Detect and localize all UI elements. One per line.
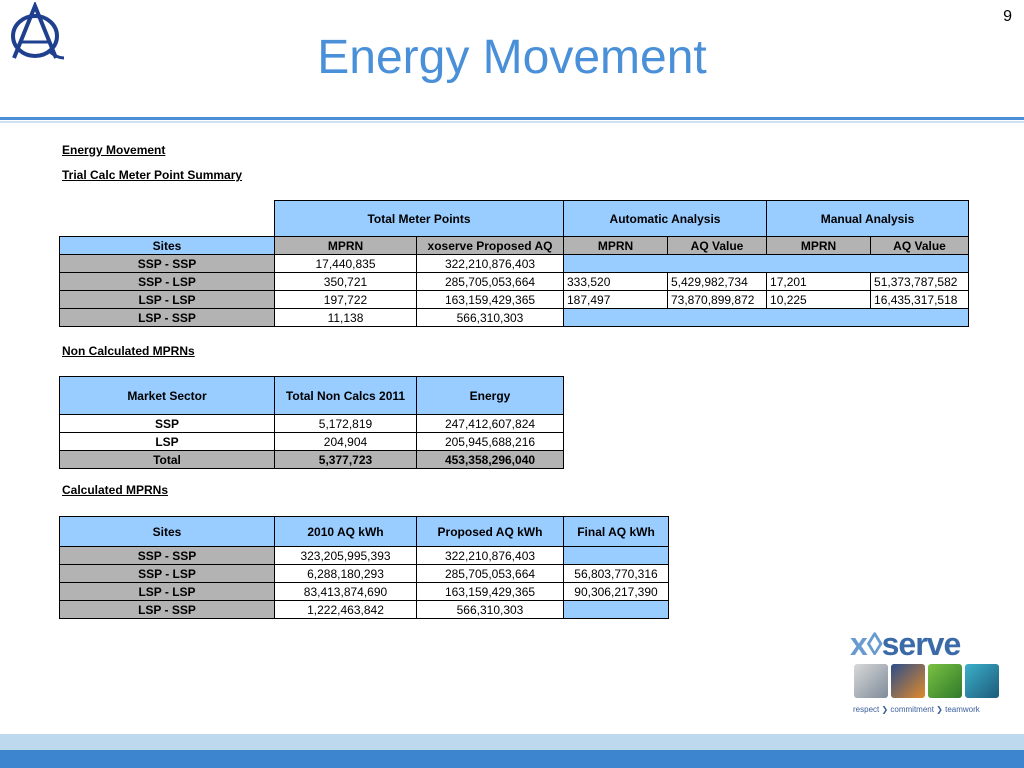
leaf-tile-icon xyxy=(928,664,962,698)
footer-band-dark xyxy=(0,750,1024,768)
mprn-cell: 17,440,835 xyxy=(275,255,417,273)
energy-cell: 247,412,607,824 xyxy=(417,415,564,433)
auto-mprn-cell: 187,497 xyxy=(564,291,668,309)
final-cell: 90,306,217,390 xyxy=(564,583,669,601)
proposed-cell: 163,159,429,365 xyxy=(417,583,564,601)
manual-mprn-cell: 10,225 xyxy=(767,291,871,309)
title-divider xyxy=(0,117,1024,120)
table-row xyxy=(60,291,969,309)
col-header-manual-aq: AQ Value xyxy=(871,237,969,255)
auto-aq-cell: 5,429,982,734 xyxy=(668,273,767,291)
col-header-sites: Sites xyxy=(60,517,275,547)
sector-cell: SSP xyxy=(60,415,275,433)
keyboard-tile-icon xyxy=(854,664,888,698)
slide-title: Energy Movement xyxy=(317,31,707,84)
aq-cell: 322,210,876,403 xyxy=(417,255,564,273)
total-cell: 204,904 xyxy=(275,433,417,451)
meter-point-summary-table xyxy=(59,200,969,327)
manual-aq-cell: 16,435,317,518 xyxy=(871,291,969,309)
col-header-total-non-calcs: Total Non Calcs 2011 xyxy=(275,377,417,415)
col-header-energy: Energy xyxy=(417,377,564,415)
group-total-meter-points: Total Meter Points xyxy=(275,201,564,237)
heading-energy-movement: Energy Movement xyxy=(62,143,166,157)
table-row xyxy=(60,565,669,583)
aq-cell: 566,310,303 xyxy=(417,309,564,327)
xoserve-tagline: respect ❯ commitment ❯ teamwork xyxy=(853,705,980,714)
proposed-cell: 566,310,303 xyxy=(417,601,564,619)
calculated-table xyxy=(59,516,669,619)
total-cell: 5,172,819 xyxy=(275,415,417,433)
xoserve-wordmark: x◊serve xyxy=(850,626,961,662)
auto-aq-cell: 73,870,899,872 xyxy=(668,291,767,309)
mprn-cell: 197,722 xyxy=(275,291,417,309)
aq2010-cell: 1,222,463,842 xyxy=(275,601,417,619)
aq2010-cell: 6,288,180,293 xyxy=(275,565,417,583)
empty-corner xyxy=(60,201,275,237)
table-row xyxy=(60,273,969,291)
manual-mprn-cell: 17,201 xyxy=(767,273,871,291)
final-cell xyxy=(564,547,669,565)
mprn-cell: 350,721 xyxy=(275,273,417,291)
col-header-sites: Sites xyxy=(60,237,275,255)
circuit-tile-icon xyxy=(965,664,999,698)
heading-non-calculated: Non Calculated MPRNs xyxy=(62,344,195,358)
heading-trial-calc: Trial Calc Meter Point Summary xyxy=(62,168,243,182)
col-header-manual-mprn: MPRN xyxy=(767,237,871,255)
aq2010-cell: 83,413,874,690 xyxy=(275,583,417,601)
gas-flame-tile-icon xyxy=(891,664,925,698)
site-cell: LSP - SSP xyxy=(60,309,275,327)
final-cell xyxy=(564,601,669,619)
table-row xyxy=(60,255,969,273)
non-calculated-table xyxy=(59,376,564,469)
site-cell: SSP - LSP xyxy=(60,273,275,291)
sector-cell: LSP xyxy=(60,433,275,451)
xoserve-image-tiles xyxy=(854,664,999,698)
site-cell: SSP - SSP xyxy=(60,255,275,273)
final-cell: 56,803,770,316 xyxy=(564,565,669,583)
manual-aq-cell: 51,373,787,582 xyxy=(871,273,969,291)
xoserve-logo xyxy=(850,626,1010,721)
aq-cell: 163,159,429,365 xyxy=(417,291,564,309)
col-header-auto-mprn: MPRN xyxy=(564,237,668,255)
col-header-market-sector: Market Sector xyxy=(60,377,275,415)
heading-calculated: Calculated MPRNs xyxy=(62,483,169,497)
total-cell: 5,377,723 xyxy=(275,451,417,469)
sector-cell: Total xyxy=(60,451,275,469)
col-header-2010-aq: 2010 AQ kWh xyxy=(275,517,417,547)
aq-cell: 285,705,053,664 xyxy=(417,273,564,291)
empty-analysis-cell xyxy=(564,309,969,327)
page-number: 9 xyxy=(1003,8,1012,25)
energy-cell: 205,945,688,216 xyxy=(417,433,564,451)
title-divider-light xyxy=(0,121,1024,123)
col-header-mprn: MPRN xyxy=(275,237,417,255)
mprn-cell: 11,138 xyxy=(275,309,417,327)
proposed-cell: 322,210,876,403 xyxy=(417,547,564,565)
proposed-cell: 285,705,053,664 xyxy=(417,565,564,583)
site-cell: LSP - SSP xyxy=(60,601,275,619)
site-cell: LSP - LSP xyxy=(60,291,275,309)
table-row xyxy=(60,601,669,619)
table-row xyxy=(60,433,564,451)
group-manual-analysis: Manual Analysis xyxy=(767,201,969,237)
table-row xyxy=(60,583,669,601)
empty-analysis-cell xyxy=(564,255,969,273)
aq2010-cell: 323,205,995,393 xyxy=(275,547,417,565)
energy-cell: 453,358,296,040 xyxy=(417,451,564,469)
col-header-proposed-aq: Proposed AQ kWh xyxy=(417,517,564,547)
col-header-final-aq: Final AQ kWh xyxy=(564,517,669,547)
table-row xyxy=(60,309,969,327)
table-row xyxy=(60,547,669,565)
footer-band-light xyxy=(0,734,1024,750)
group-automatic-analysis: Automatic Analysis xyxy=(564,201,767,237)
site-cell: SSP - LSP xyxy=(60,565,275,583)
col-header-auto-aq: AQ Value xyxy=(668,237,767,255)
total-row xyxy=(60,451,564,469)
site-cell: LSP - LSP xyxy=(60,583,275,601)
auto-mprn-cell: 333,520 xyxy=(564,273,668,291)
site-cell: SSP - SSP xyxy=(60,547,275,565)
table-row xyxy=(60,415,564,433)
col-header-proposed-aq: xoserve Proposed AQ xyxy=(417,237,564,255)
